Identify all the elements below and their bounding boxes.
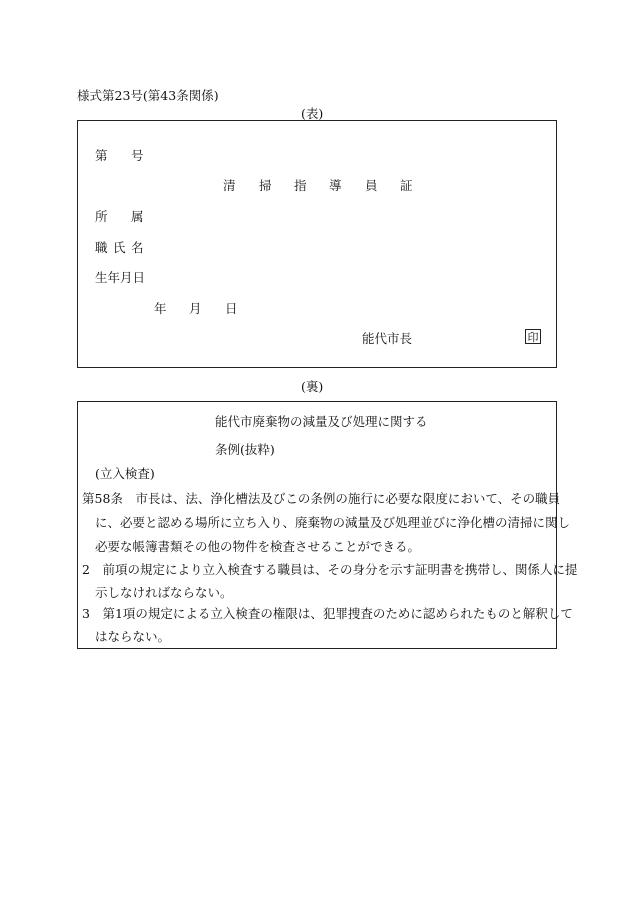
position-name-char-1: 職 [95,240,108,255]
affiliation-char-2: 属 [131,209,144,224]
section-title: (立入検査) [95,466,155,481]
title-char-4: 導 [329,178,342,193]
number-label-first: 第 [95,148,108,163]
issuer-label: 能代市長 [362,331,413,346]
paragraph3-line1: 3 第1項の規定による立入検査の権限は、犯罪捜査のために認められたものと解釈して [82,606,573,621]
title-char-1: 清 [223,178,236,193]
date-day: 日 [225,301,238,316]
paragraph3-line2: はならない。 [95,629,171,644]
title-char-6: 証 [400,178,413,193]
date-year: 年 [154,301,167,316]
position-name-char-2: 氏 [113,240,126,255]
position-name-char-3: 名 [131,240,144,255]
affiliation-char-1: 所 [95,209,108,224]
article58-line1: 第58条 市長は、法、浄化槽法及びこの条例の施行に必要な限度において、その職員 [82,491,561,506]
form-label: 様式第23号(第43条関係) [77,88,219,103]
seal-mark: 印 [525,329,541,344]
number-label-second: 号 [131,148,144,163]
front-caption: (表) [301,106,324,121]
article58-line3: 必要な帳簿書類その他の物件を検査させることができる。 [95,539,421,554]
title-char-3: 指 [294,178,307,193]
title-char-2: 掃 [259,178,272,193]
title-char-5: 員 [365,178,378,193]
paragraph2-line1: 2 前項の規定により立入検査する職員は、その身分を示す証明書を携帯し、関係人に提 [82,562,578,577]
paragraph2-line2: 示しなければならない。 [95,585,233,600]
date-month: 月 [189,301,202,316]
ordinance-heading-line1: 能代市廃棄物の減量及び処理に関する [215,414,428,429]
back-caption: (裏) [301,379,324,394]
article58-line2: に、必要と認める場所に立ち入り、廃棄物の減量及び処理並びに浄化槽の清掃に関し [95,515,571,530]
id-card-front [77,120,557,368]
id-card-back [77,401,578,649]
birthdate-label: 生年月日 [95,270,146,285]
ordinance-heading-line2: 条例(抜粋) [215,442,275,457]
